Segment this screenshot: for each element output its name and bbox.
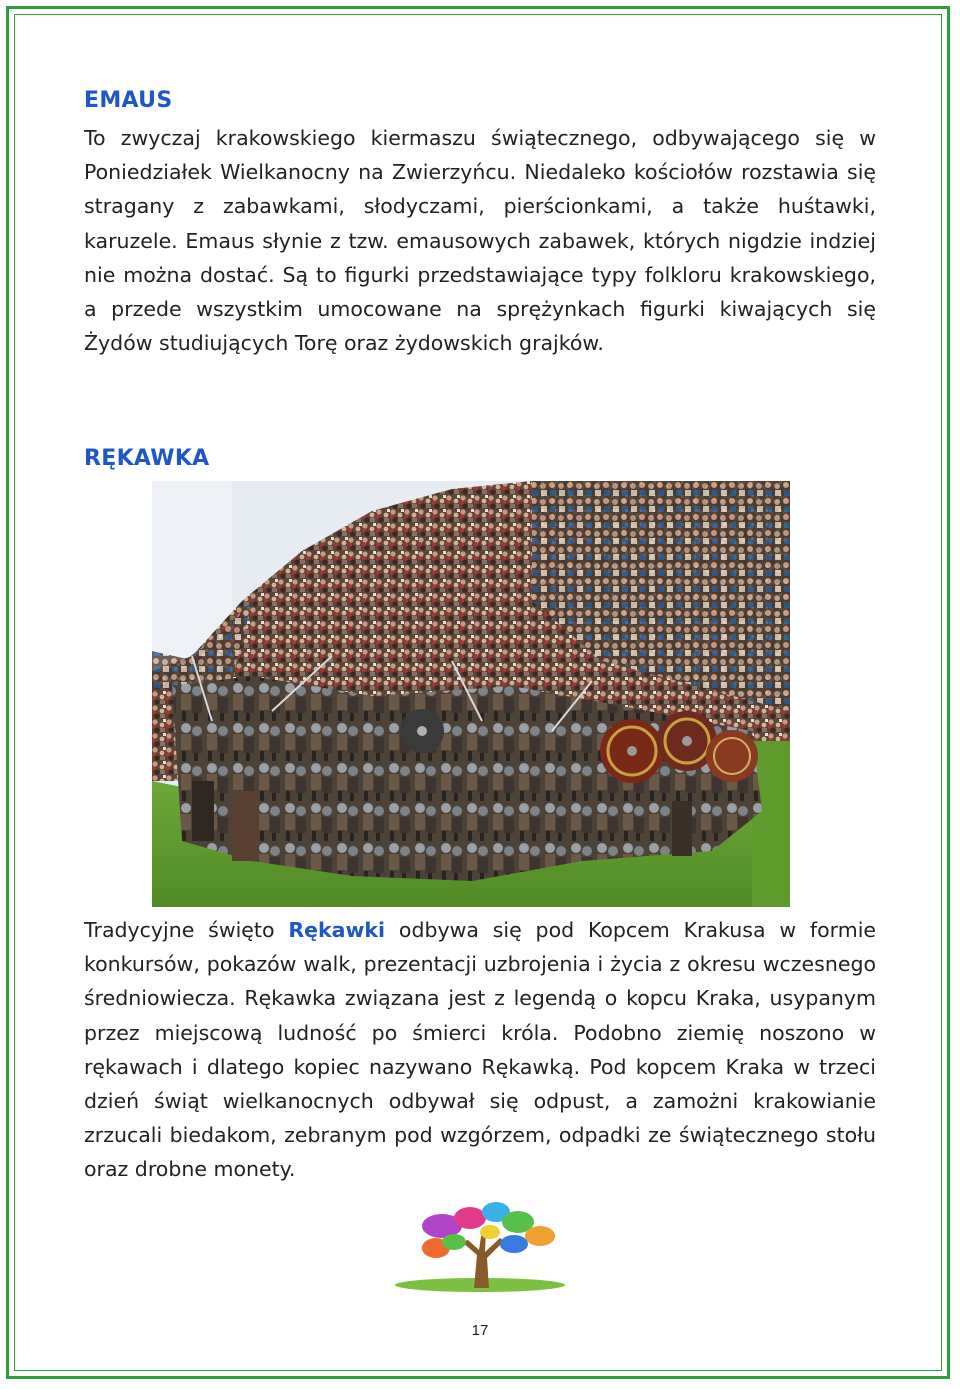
page-number: 17 — [471, 1322, 489, 1339]
rekawki-highlight: Rękawki — [288, 918, 386, 942]
emaus-paragraph: To zwyczaj krakowskiego kiermaszu świątecznego, odbywającego się w Poniedziałek Wielkanocny na Zwierzyńcu. Niedaleko kościołów rozstawia się stragany z zabawkami, słodyczami, pierścionkami, a także huśtawki, karuzele. Emaus słynie z tzw. emausowych zabawek, których nigdzie indziej nie można dostać. Są to figurki przedstawiające typy folkloru krakowskiego, a przede wszystkim umocowane na sprężynkach figurki kiwających się Żydów studiujących Torę oraz żydowskich grajków. — [84, 126, 876, 356]
reenactment-photo — [152, 481, 790, 907]
rekawka-paragraph-rest: odbywa się pod Kopcem Krakusa w formie konkursów, pokazów walk, prezentacji uzbrojenia i życia z okresu wczesnego średniowiecza. Rękawka związana jest z legendą o kopcu Kraka, usypanym przez miejscową ludność po śmierci króla. Podobno ziemię noszono w rękawach i dlatego kopiec nazywano Rękawką. Pod kopcem Kraka w trzeci dzień świąt wielkanocnych odbywał się odpust, a zamożni krakowianie zrzucali biedakom, zebranym pod wzgórzem, odpadki ze świątecznego stołu oraz drobne monety. — [84, 918, 877, 1182]
easter-egg-tree-icon — [390, 1200, 570, 1295]
battle-reenactment-image — [152, 481, 790, 907]
rekawka-heading: RĘKAWKA — [84, 446, 210, 471]
rekawka-paragraph — [84, 913, 876, 1187]
rekawka-paragraph-start: Tradycyjne święto — [84, 918, 289, 942]
emaus-heading: EMAUS — [84, 88, 173, 113]
